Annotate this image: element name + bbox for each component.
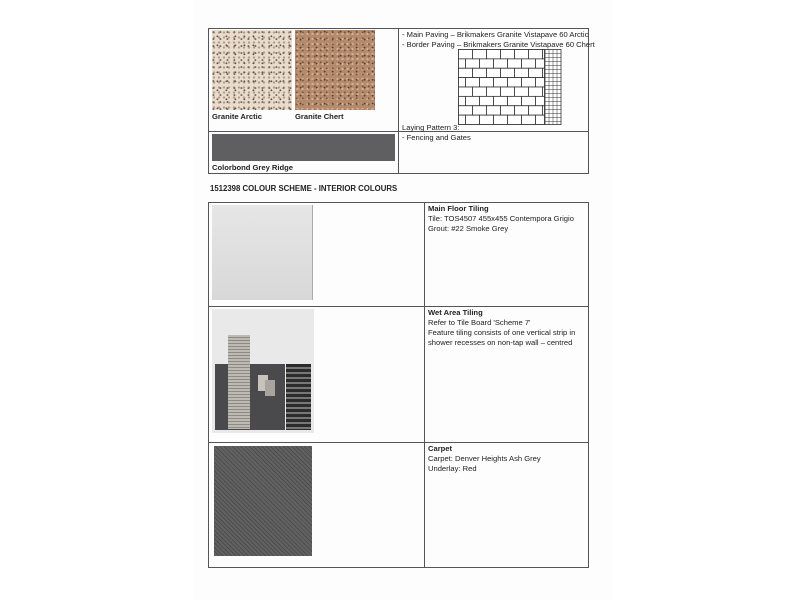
paver-brick	[480, 96, 494, 105]
paver-brick	[459, 115, 466, 124]
wet-area-line: shower recesses on non-tap wall – centred	[428, 338, 573, 347]
paver-brick	[522, 96, 536, 105]
carpet-line: Underlay: Red	[428, 464, 477, 473]
laying-pattern-diagram	[458, 49, 562, 125]
granite-chert-label: Granite Chert	[295, 112, 344, 121]
paver-brick	[543, 87, 545, 96]
paver-brick	[508, 78, 522, 87]
paver-brick	[494, 96, 508, 105]
carpet-heading: Carpet	[428, 444, 453, 453]
paver-brick	[536, 59, 545, 68]
tile-board-photo	[212, 309, 314, 433]
paver-brick	[459, 59, 466, 68]
colorbond-grey-ridge-swatch	[212, 134, 395, 161]
paver-brick	[487, 68, 501, 77]
paver-brick	[515, 68, 529, 77]
colorbond-label: Colorbond Grey Ridge	[212, 163, 294, 172]
paver-brick	[529, 68, 543, 77]
paver-brick	[459, 78, 466, 87]
wet-area-line: Refer to Tile Board 'Scheme 7'	[428, 318, 531, 327]
paver-brick	[543, 106, 545, 115]
granite-arctic-swatch	[212, 30, 292, 110]
paver-brick	[501, 50, 515, 59]
paver-brick	[494, 78, 508, 87]
paver-brick	[529, 50, 543, 59]
paver-brick	[459, 96, 466, 105]
paver-brick	[522, 115, 536, 124]
wet-area-heading: Wet Area Tiling	[428, 308, 483, 317]
section-title: 1512398 COLOUR SCHEME - INTERIOR COLOURS	[210, 184, 398, 193]
paver-brick	[473, 68, 487, 77]
paver-brick	[515, 106, 529, 115]
border-paving-text: - Border Paving – Brikmakers Granite Vistapave 60 Chert	[402, 40, 595, 49]
fencing-text: - Fencing and Gates	[402, 133, 471, 142]
paver-brick	[494, 115, 508, 124]
main-floor-line: Grout: #22 Smoke Grey	[428, 224, 509, 233]
paver-brick	[536, 115, 545, 124]
paver-brick	[543, 68, 545, 77]
paver-brick	[487, 87, 501, 96]
paver-brick	[487, 50, 501, 59]
wet-area-line: Feature tiling consists of one vertical strip in	[428, 328, 576, 337]
paver-brick	[473, 50, 487, 59]
paver-brick	[529, 87, 543, 96]
main-paving-text: - Main Paving – Brikmakers Granite Vistapave 60 Arctic	[402, 30, 589, 39]
paver-brick	[466, 96, 480, 105]
paver-brick	[508, 115, 522, 124]
paver-brick	[508, 59, 522, 68]
paver-brick	[508, 96, 522, 105]
paver-brick	[501, 68, 515, 77]
carpet-swatch	[214, 446, 312, 556]
carpet-line: Carpet: Denver Heights Ash Grey	[428, 454, 541, 463]
paver-brick	[515, 50, 529, 59]
paver-brick	[536, 78, 545, 87]
main-floor-line: Tile: TOS4507 455x455 Contempora Grigio	[428, 214, 574, 223]
paver-brick	[459, 106, 473, 115]
paver-brick	[480, 78, 494, 87]
paver-brick	[515, 87, 529, 96]
paver-brick	[466, 59, 480, 68]
paver-brick	[494, 59, 508, 68]
granite-arctic-label: Granite Arctic	[212, 112, 262, 121]
paver-brick	[459, 50, 473, 59]
paver-brick	[473, 87, 487, 96]
laying-pattern-label: Laying Pattern 3:	[402, 123, 460, 132]
granite-chert-swatch	[295, 30, 375, 110]
paver-brick	[501, 87, 515, 96]
paver-brick	[459, 87, 473, 96]
paver-brick	[459, 68, 473, 77]
paver-brick	[543, 50, 545, 59]
paver-brick	[529, 106, 543, 115]
paver-brick	[466, 78, 480, 87]
paver-brick	[487, 106, 501, 115]
paver-brick	[536, 96, 545, 105]
paver-brick	[480, 115, 494, 124]
paver-brick	[473, 106, 487, 115]
floor-tile-swatch	[212, 205, 313, 300]
paver-brick	[522, 59, 536, 68]
paver-brick	[522, 78, 536, 87]
main-floor-heading: Main Floor Tiling	[428, 204, 489, 213]
paver-brick	[480, 59, 494, 68]
paver-brick	[466, 115, 480, 124]
paver-brick	[501, 106, 515, 115]
